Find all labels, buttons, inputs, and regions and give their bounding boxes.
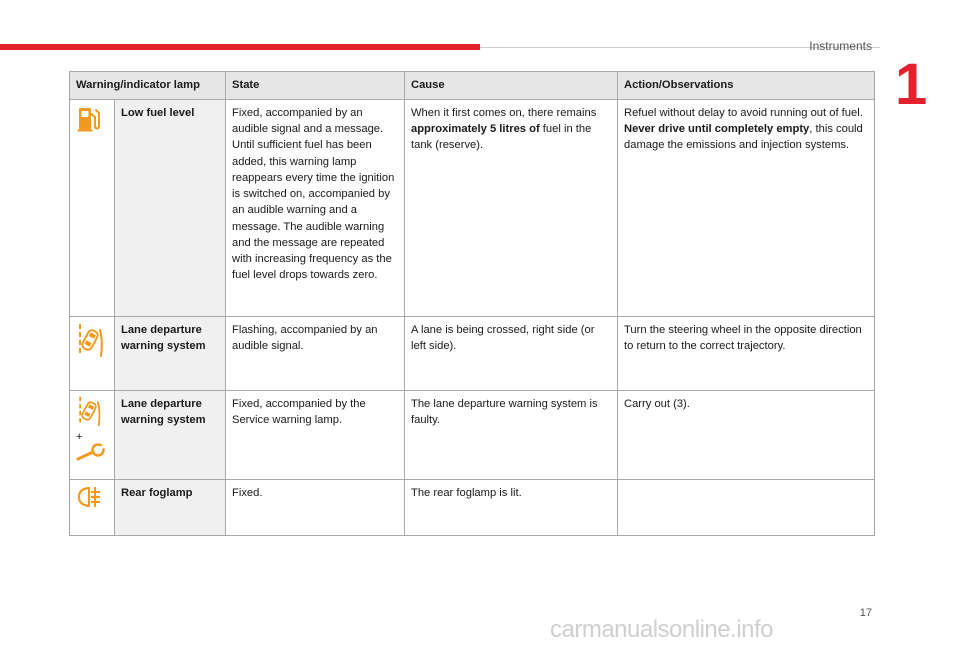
watermark: carmanualsonline.info bbox=[550, 616, 773, 643]
fuel-pump-icon bbox=[76, 105, 102, 138]
lane-departure-icon bbox=[76, 322, 104, 363]
action-text: Refuel without delay to avoid running out of fuel. bbox=[624, 107, 863, 119]
section-title: Instruments bbox=[809, 39, 872, 53]
lamp-name: Low fuel level bbox=[115, 100, 226, 317]
lamp-name: Lane departure warning system bbox=[115, 317, 226, 391]
lamp-cause: The rear foglamp is lit. bbox=[405, 480, 618, 536]
chapter-number: 1 bbox=[895, 52, 928, 117]
table-row bbox=[70, 100, 875, 317]
header-lamp: Warning/indicator lamp bbox=[70, 72, 226, 100]
rear-foglamp-icon bbox=[76, 485, 104, 514]
lamp-icon-cell bbox=[70, 480, 115, 536]
lamp-cause bbox=[405, 100, 618, 317]
lamp-state: Fixed, accompanied by an audible signal and a message. Until sufficient fuel has been added, this warning lamp reappears every time the ignition is switched on, accompanied by an audible warning and a message. The audible warning and the message are repeated with increasing frequency as the fuel level drops towards zero. bbox=[226, 100, 405, 317]
lamp-state: Fixed, accompanied by the Service warning lamp. bbox=[226, 391, 405, 480]
plus-sign: + bbox=[76, 431, 83, 444]
service-wrench-icon bbox=[76, 443, 106, 468]
lamp-action bbox=[618, 100, 875, 317]
cause-text-end: fuel in the tank (reserve). bbox=[411, 123, 592, 152]
lamp-action bbox=[618, 480, 875, 536]
warning-lamps-table bbox=[69, 71, 875, 536]
table-row bbox=[70, 317, 875, 391]
table-row bbox=[70, 480, 875, 536]
header-cause: Cause bbox=[405, 72, 618, 100]
lamp-icon-cell bbox=[70, 391, 115, 480]
lamp-name: Lane departure warning system bbox=[115, 391, 226, 480]
action-text-end: , this could damage the emissions and injection systems. bbox=[624, 123, 863, 152]
lamp-cause: A lane is being crossed, right side (or left side). bbox=[405, 317, 618, 391]
table-header-row bbox=[70, 72, 875, 100]
page-number: 17 bbox=[859, 607, 872, 619]
header-state: State bbox=[226, 72, 405, 100]
lamp-state: Fixed. bbox=[226, 480, 405, 536]
lamp-action: Carry out (3). bbox=[618, 391, 875, 480]
lamp-icon-cell bbox=[70, 317, 115, 391]
header-action: Action/Observations bbox=[618, 72, 875, 100]
lamp-action: Turn the steering wheel in the opposite direction to return to the correct trajectory. bbox=[618, 317, 875, 391]
cause-text: When it first comes on, there remains bbox=[411, 107, 597, 119]
lamp-state: Flashing, accompanied by an audible signal. bbox=[226, 317, 405, 391]
table-row bbox=[70, 391, 875, 480]
action-bold-text: Never drive until completely empty bbox=[624, 123, 810, 136]
header-red-bar bbox=[0, 44, 480, 50]
cause-bold-text: approximately 5 litres of bbox=[411, 123, 540, 136]
lane-departure-icon bbox=[76, 395, 102, 432]
lamp-name: Rear foglamp bbox=[115, 480, 226, 536]
lamp-icon-cell bbox=[70, 100, 115, 317]
lamp-cause: The lane departure warning system is faulty. bbox=[405, 391, 618, 480]
